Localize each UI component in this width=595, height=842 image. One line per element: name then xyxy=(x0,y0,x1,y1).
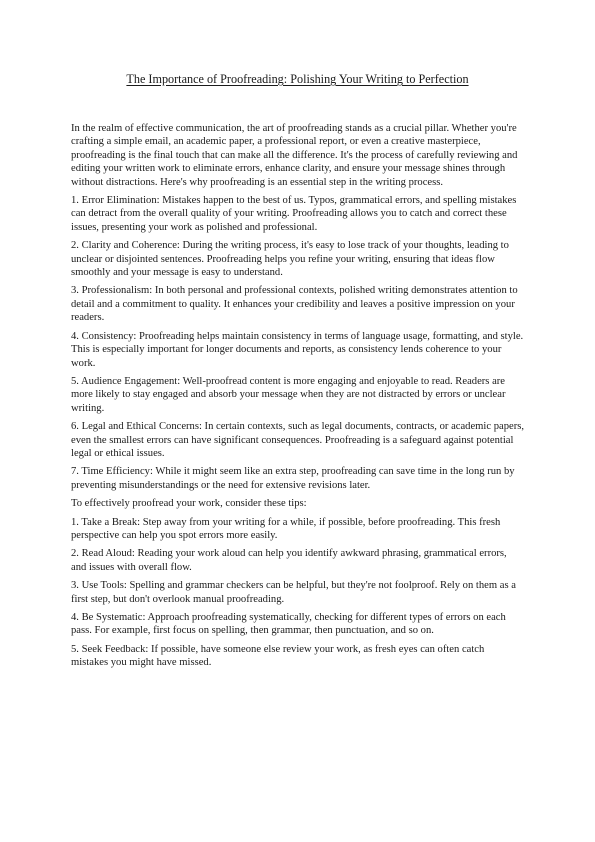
reason-paragraph: 3. Professionalism: In both personal and professional contexts, polished writing demonstrates attention to detail and a commitment to quality. It enhances your credibility and leaves a positive impression on your readers. xyxy=(71,285,518,324)
tip-paragraph: 3. Use Tools: Spelling and grammar checkers can be helpful, but they're not foolproof. Rely on them as a first step, but don't overlook manual proofreading. xyxy=(71,580,516,605)
reason-paragraph: 4. Consistency: Proofreading helps maintain consistency in terms of language usage, formatting, and style. This is especially important for longer documents and reports, as consistency lends coherence to your work. xyxy=(71,330,524,369)
reason-paragraph: 6. Legal and Ethical Concerns: In certain contexts, such as legal documents, contracts, or academic papers, even the smallest errors can have significant consequences. Proofreading is a safeguard against potential legal or ethical issues. xyxy=(71,421,525,459)
intro-paragraph: In the realm of effective communication, the art of proofreading stands as a crucial pillar. Whether you're crafting a simple email, an academic paper, a professional report, or even a creative masterpiece, proofreading is the final touch that can make all the difference. It's the process of carefully reviewing and editing your written work to eliminate errors, enhance clarity, and ensure your message shines through without distractions. Here's why proofreading is an essential step in the writing process. xyxy=(71,123,518,188)
tip-paragraph: 4. Be Systematic: Approach proofreading systematically, checking for different types of errors on each pass. For example, first focus on spelling, then grammar, then punctuation, and so on. xyxy=(71,612,506,637)
tip-paragraph: 2. Read Aloud: Reading your work aloud can help you identify awkward phrasing, grammatical errors, and issues with overall flow. xyxy=(71,548,507,573)
tips-intro-paragraph: To effectively proofread your work, consider these tips: xyxy=(71,498,307,510)
reason-paragraph: 5. Audience Engagement: Well-proofread content is more engaging and enjoyable to read. Readers are more likely to stay engaged and absorb your message when they are not distracted by errors or unclear writing. xyxy=(71,375,506,414)
reason-paragraph: 1. Error Elimination: Mistakes happen to the best of us. Typos, grammatical errors, and spelling mistakes can detract from the overall quality of your writing. Proofreading allows you to catch and correct these issues, presenting your work as polished and professional. xyxy=(71,195,517,233)
reason-paragraph: 2. Clarity and Coherence: During the writing process, it's easy to lose track of your thoughts, leading to unclear or disjointed sentences. Proofreading helps you refine your writing, ensuring that ideas flow smoothly and your message is easy to understand. xyxy=(71,240,509,279)
tip-paragraph: 1. Take a Break: Step away from your writing for a while, if possible, before proofreading. This fresh perspective can help you spot errors more easily. xyxy=(71,516,501,541)
tip-paragraph: 5. Seek Feedback: If possible, have someone else review your work, as fresh eyes can often catch mistakes you might have missed. xyxy=(71,643,485,669)
reason-paragraph: 7. Time Efficiency: While it might seem like an extra step, proofreading can save time in the long run by preventing misunderstandings or the need for extensive revisions later. xyxy=(71,466,515,491)
document-title: The Importance of Proofreading: Polishing Your Writing to Perfection xyxy=(126,72,469,86)
